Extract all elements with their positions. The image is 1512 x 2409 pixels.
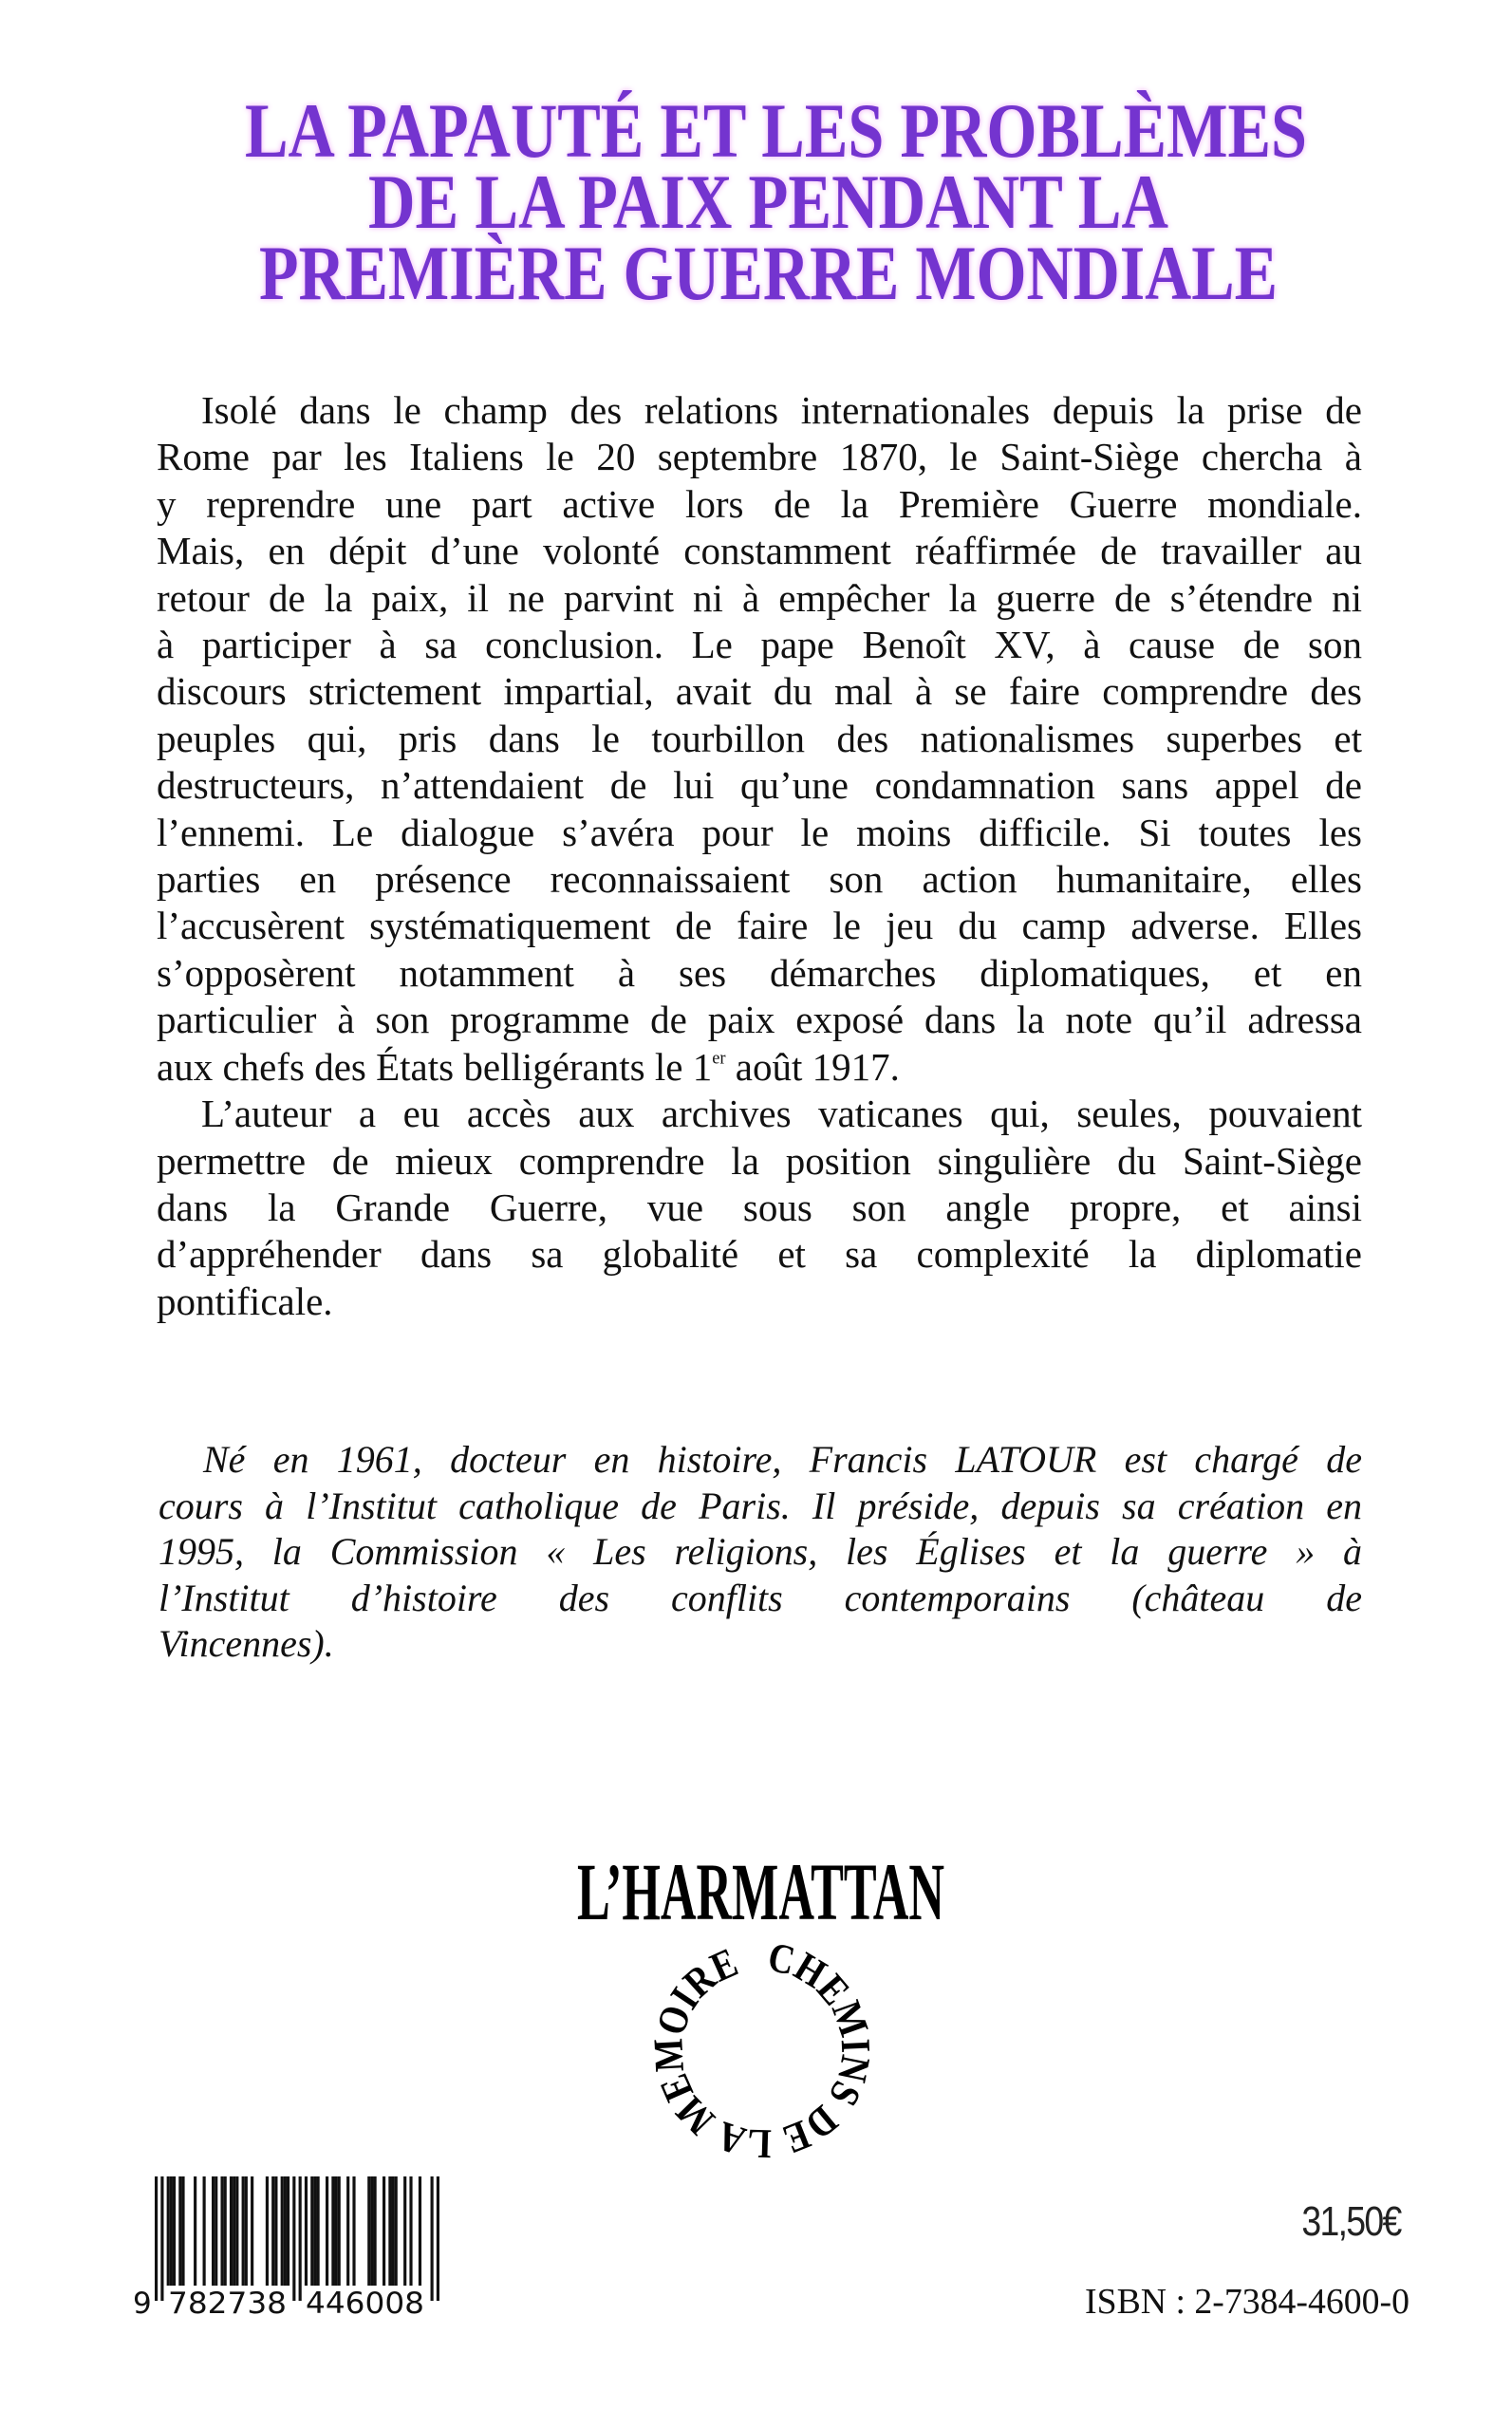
barcode-bar — [437, 2176, 439, 2301]
bio-line: Né en 1961, docteur en histoire, Francis LATOUR est chargé de — [203, 1438, 1362, 1481]
barcode-bar — [281, 2176, 284, 2286]
barcode-bar — [419, 2176, 421, 2286]
barcode-bar — [274, 2176, 277, 2286]
barcode-bar — [391, 2176, 394, 2286]
barcode-digit-first: 9 — [133, 2287, 152, 2321]
bio-line: 1995, la Commission « Les religions, les Églises et la guerre » à — [159, 1530, 1362, 1573]
summary-line: destructeurs, n’attendaient de lui qu’une condamnation sans appel de — [157, 763, 1362, 808]
summary-line: retour de la paix, il ne parvint ni à empêcher la guerre de s’étendre ni — [157, 575, 1362, 620]
barcode-bar — [220, 2176, 223, 2286]
barcode-bar — [194, 2176, 196, 2286]
summary-line: pontificale. — [157, 1279, 333, 1323]
barcode-bar — [235, 2176, 238, 2286]
barcode-bar — [160, 2176, 163, 2301]
barcode-bar — [203, 2176, 206, 2286]
summary-text: aux chefs des États belligérants le 1 — [157, 1044, 713, 1089]
barcode-bar — [326, 2176, 328, 2286]
barcode-bar — [292, 2176, 295, 2301]
barcode-bar — [395, 2176, 398, 2286]
barcode-digits-right: 446008 — [306, 2287, 424, 2321]
barcode-bar — [266, 2176, 269, 2286]
back-cover-summary — [157, 387, 1362, 1325]
barcode-bar — [178, 2176, 181, 2286]
barcode-bar — [346, 2176, 349, 2286]
barcode-bar — [317, 2176, 320, 2286]
title-line-2: DE LA PAIX PENDANT LA — [368, 159, 1168, 245]
summary-line: à participer à sa conclusion. Le pape Benoît XV, à cause de son — [157, 623, 1362, 667]
barcode-bar — [374, 2176, 377, 2286]
summary-line: d’appréhender dans sa globalité et sa complexité la diplomatie — [157, 1232, 1362, 1277]
summary-line: permettre de mieux comprendre la position singulière du Saint-Siège — [157, 1138, 1362, 1183]
barcode-bar — [181, 2176, 184, 2286]
barcode-bar — [431, 2176, 434, 2301]
barcode-bar — [383, 2176, 385, 2286]
collection-logo — [644, 1933, 879, 2167]
summary-text: août 1917. — [725, 1044, 900, 1089]
barcode-bar — [331, 2176, 334, 2286]
collection-name: CHEMINS DE LA MEMOIRE — [644, 1933, 880, 2168]
barcode-bar — [367, 2176, 370, 2286]
summary-line: peuples qui, pris dans le tourbillon des nationalismes superbes et — [157, 716, 1362, 760]
author-bio — [159, 1437, 1362, 1668]
barcode-bar — [310, 2176, 313, 2286]
summary-line: l’accusèrent systématiquement de faire le jeu du camp adverse. Elles — [157, 904, 1362, 948]
summary-line: particulier à son programme de paix exposé dans la note qu’il adressa — [157, 998, 1362, 1042]
barcode-bar — [334, 2176, 337, 2286]
barcode-bar — [403, 2176, 406, 2286]
barcode-bar — [242, 2176, 245, 2286]
bio-line: Vincennes). — [159, 1622, 334, 1665]
barcode-bar — [173, 2176, 176, 2286]
summary-line: discours strictement impartial, avait du mal à se faire comprendre des — [157, 669, 1362, 714]
barcode-bar — [233, 2176, 235, 2286]
bio-line: cours à l’Institut catholique de Paris. Il préside, depuis sa création en — [159, 1484, 1362, 1527]
barcode-bar — [215, 2176, 217, 2286]
barcode-bar — [212, 2176, 215, 2286]
barcode-bar — [305, 2176, 308, 2286]
barcode-bar — [245, 2176, 248, 2286]
title-line-3: PREMIÈRE GUERRE MONDIALE — [259, 230, 1278, 316]
barcode-bar — [167, 2176, 170, 2286]
barcode-digits-left: 782738 — [168, 2287, 287, 2321]
barcode-bar — [284, 2176, 287, 2286]
barcode-bar — [409, 2176, 412, 2286]
summary-line: parties en présence reconnaissaient son action humanitaire, elles — [157, 857, 1362, 902]
summary-line — [157, 1044, 1362, 1091]
summary-line: s’opposèrent notamment à ses démarches diplomatiques, et en — [157, 950, 1362, 995]
summary-line: Mais, en dépit d’une volonté constamment réaffirmée de travailler au — [157, 529, 1362, 573]
publisher-logo: L’HARMATTAN — [577, 1846, 944, 1937]
ordinal-superscript: er — [712, 1048, 726, 1068]
barcode-bar — [287, 2176, 289, 2286]
title-line-1: LA PAPAUTÉ ET LES PROBLÈMES — [245, 87, 1307, 174]
barcode-bar — [313, 2176, 316, 2286]
barcode-bar — [155, 2176, 158, 2301]
price: 31,50€ — [1301, 2198, 1401, 2245]
barcode — [155, 2176, 439, 2301]
summary-line: y reprendre une part active lors de la Première Guerre mondiale. — [157, 481, 1362, 526]
barcode-bar — [299, 2176, 302, 2301]
barcode-bar — [224, 2176, 227, 2286]
isbn: ISBN : 2-7384-4600-0 — [1085, 2282, 1409, 2322]
barcode-bar — [230, 2176, 233, 2286]
barcode-bar — [388, 2176, 391, 2286]
summary-line: Isolé dans le champ des relations internationales depuis la prise de — [201, 388, 1362, 432]
barcode-bar — [251, 2176, 253, 2286]
barcode-bar — [170, 2176, 173, 2286]
bio-line: l’Institut d’histoire des conflits contemporains (château de — [159, 1576, 1362, 1619]
summary-line: dans la Grande Guerre, vue sous son angle propre, et ainsi — [157, 1185, 1362, 1229]
barcode-bar — [370, 2176, 373, 2286]
summary-line: Rome par les Italiens le 20 septembre 1870, le Saint-Siège chercha à — [157, 435, 1362, 479]
summary-line: L’auteur a eu accès aux archives vaticanes qui, seules, pouvaient — [201, 1092, 1362, 1136]
summary-line: l’ennemi. Le dialogue s’avéra pour le moins difficile. Si toutes les — [157, 810, 1362, 854]
barcode-bar — [352, 2176, 355, 2286]
barcode-bar — [338, 2176, 341, 2286]
barcode-bar — [271, 2176, 274, 2286]
